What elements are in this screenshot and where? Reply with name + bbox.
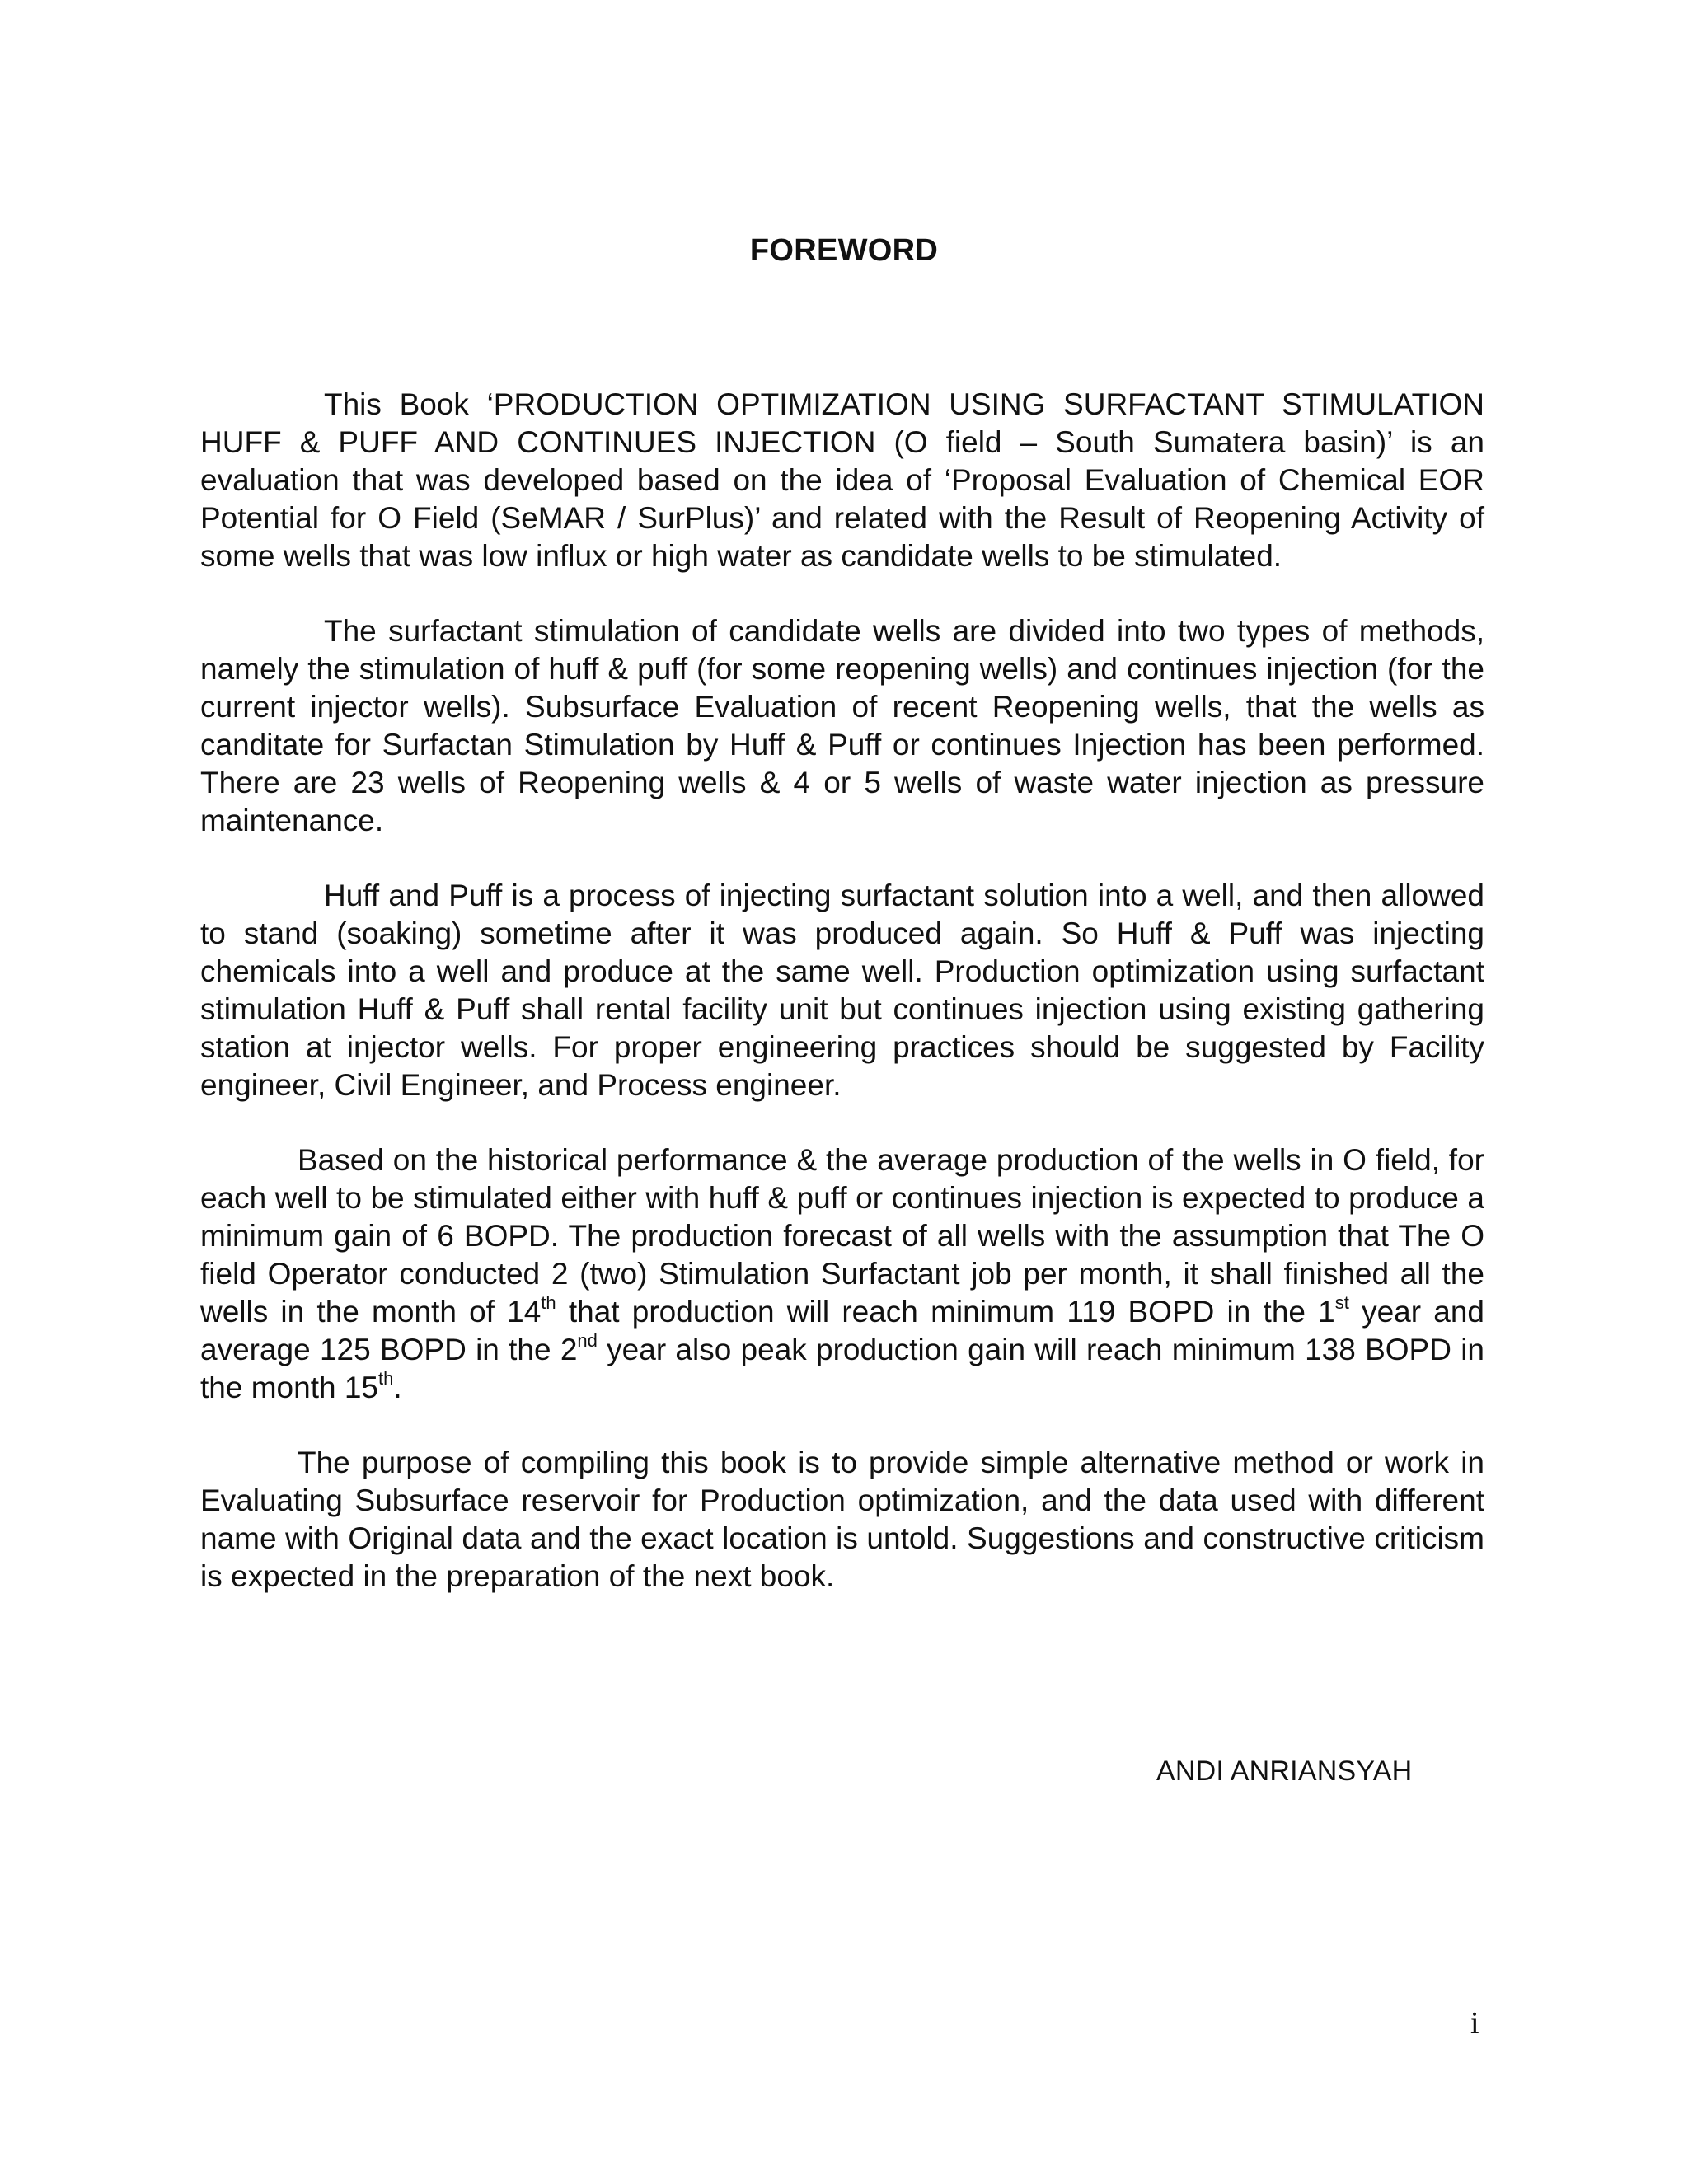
page-title: FOREWORD: [749, 233, 939, 268]
paragraph-2: [200, 612, 1484, 840]
paragraph-text: This Book ‘PRODUCTION OPTIMIZATION USING SURFACTANT STIMULATION HUFF & PUFF AND CONTINUES INJECTION (O field – South Sumatera basin)’ is an evaluation that was developed based on the idea of ‘Proposal Evaluation of Chemical EOR Potential for O Field (SeMAR / SurPlus)’ and related with the Result of Reopening Activity of some wells that was low influx or high water as candidate wells to be stimulated.: [200, 387, 1484, 573]
superscript: th: [377, 1368, 394, 1389]
paragraph-text: year also peak production gain will reach minimum 138 BOPD in the month 15: [200, 1333, 1484, 1404]
foreword-body: [200, 386, 1484, 1633]
paragraph-4: [200, 1141, 1484, 1407]
paragraph-text: Based on the historical performance & the average production of the wells in O field, for each well to be stimulated either with huff & puff or continues injection is expected to produce a minimum gain of 6 BOPD. The production forecast of all wells with the assumption that The O field Operator conducted 2 (two) Stimulation Surfactant job per month, it shall finished all the wells in the month of 14: [200, 1143, 1484, 1329]
paragraph-5: [200, 1444, 1484, 1596]
paragraph-text: Huff and Puff is a process of injecting surfactant solution into a well, and then allowed to stand (soaking) sometime after it was produced again. So Huff & Puff was injecting chemicals into a well and produce at the same well. Production optimization using surfactant stimulation Huff & Puff shall rental facility unit but continues injection using existing gathering station at injector wells. For proper engineering practices should be suggested by Facility engineer, Civil Engineer, and Process engineer.: [200, 879, 1484, 1102]
paragraph-text: year and average 125 BOPD in the 2: [200, 1295, 1484, 1366]
page-number: i: [1470, 2006, 1479, 2041]
author-signature: ANDI ANRIANSYAH: [1156, 1755, 1413, 1787]
paragraph-3: [200, 877, 1484, 1104]
paragraph-text: The purpose of compiling this book is to provide simple alternative method or work in Evaluating Subsurface reservoir for Production optimization, and the data used with different name with Original data and the exact location is untold. Suggestions and constructive criticism is expected in the preparation of the next book.: [200, 1446, 1484, 1593]
superscript: th: [541, 1292, 556, 1313]
paragraph-text: The surfactant stimulation of candidate wells are divided into two types of methods, namely the stimulation of huff & puff (for some reopening wells) and continues injection (for the current injector wells). Subsurface Evaluation of recent Reopening wells, that the wells as canditate for Surfactan Stimulation by Huff & Puff or continues Injection has been performed. There are 23 wells of Reopening wells & 4 or 5 wells of waste water injection as pressure maintenance.: [200, 614, 1484, 837]
superscript: nd: [577, 1330, 598, 1351]
superscript: st: [1334, 1292, 1349, 1313]
paragraph-1: [200, 386, 1484, 575]
paragraph-text: that production will reach minimum 119 BOPD in the 1: [556, 1295, 1335, 1329]
paragraph-text: .: [393, 1371, 402, 1404]
